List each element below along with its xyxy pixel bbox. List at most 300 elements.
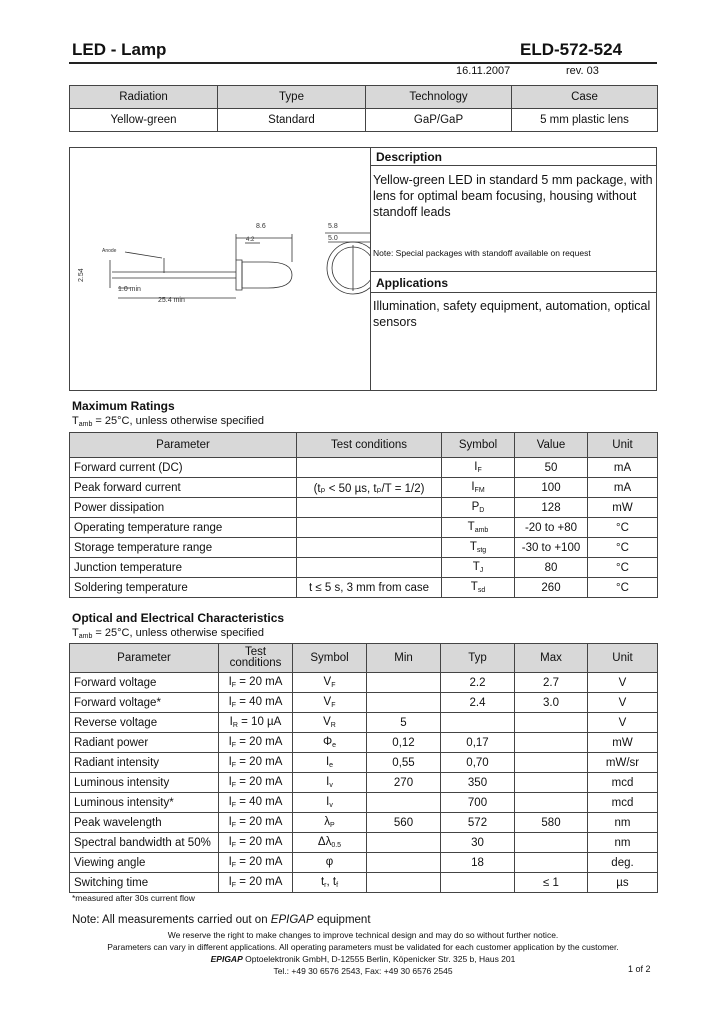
oe-symbol-text: t [320, 876, 325, 888]
oe-cond-sub: F [231, 762, 237, 769]
mr-param-text: Peak forward current [74, 481, 181, 494]
oe-header-parameter: Parameter [70, 644, 219, 673]
oe-cond-rest: = 20 mA [236, 816, 283, 828]
oe-min [367, 773, 441, 793]
dim-pitch-label: 2.54 [78, 268, 85, 282]
mr-param [70, 558, 297, 578]
oe-param [70, 833, 219, 853]
mr-sub-t: T [72, 415, 79, 427]
mr-value-text: 80 [544, 561, 558, 574]
mr-header-conditions: Test conditions [297, 433, 442, 458]
class-header-radiation: Radiation [70, 86, 218, 109]
oe-sub-rest: = 25°C, unless otherwise specified [92, 627, 264, 639]
optical-body [70, 673, 658, 893]
mr-symbol-text: T [470, 581, 478, 593]
mr-symbol-sub: D [479, 507, 485, 514]
note-brand: EPIGAP [270, 914, 314, 926]
oe-cond-text: I [228, 836, 232, 848]
optical-title: Optical and Electrical Characteristics [72, 611, 285, 625]
table-row [70, 813, 658, 833]
optical-table [69, 643, 658, 893]
table-row [70, 498, 658, 518]
oe-cond-text: I [228, 856, 232, 868]
oe-min [367, 813, 441, 833]
oe-symbol-text: φ [325, 856, 334, 868]
oe-cond-rest: = 20 mA [236, 856, 283, 868]
mr-value-text: -20 to +80 [524, 521, 578, 534]
header-rule [69, 62, 657, 64]
mr-symbol-sub: F [477, 467, 482, 474]
mr-cond [297, 458, 442, 478]
oe-max [515, 753, 588, 773]
oe-max-text: 3.0 [543, 696, 559, 709]
oe-unit [588, 673, 658, 693]
mr-symbol-text: I [471, 481, 475, 493]
oe-typ-text: 572 [467, 816, 488, 829]
oe-typ-text: 30 [471, 836, 484, 849]
oe-cond-sub: F [231, 862, 237, 869]
oe-cond-text: I [228, 756, 232, 768]
oe-min [367, 733, 441, 753]
measurement-note [72, 914, 371, 926]
oe-min [367, 833, 441, 853]
oe-max [515, 693, 588, 713]
oe-param [70, 813, 219, 833]
oe-cond-rest: = 20 mA [236, 676, 283, 688]
oe-typ-text: 350 [467, 776, 488, 789]
mr-unit [588, 478, 658, 498]
table-row [70, 733, 658, 753]
oe-param [70, 873, 219, 893]
mr-param [70, 478, 297, 498]
mr-symbol [442, 538, 515, 558]
oe-symbol-text: Δλ [317, 836, 332, 848]
oe-cond-text: I [228, 816, 232, 828]
mr-unit [588, 458, 658, 478]
oe-symbol-sub: r [324, 882, 327, 889]
oe-cond [219, 673, 293, 693]
oe-symbol-sub-2: f [336, 882, 339, 889]
mr-param [70, 498, 297, 518]
mr-unit [588, 498, 658, 518]
oe-param-text: Radiant power [74, 736, 149, 749]
mr-symbol [442, 558, 515, 578]
oe-symbol [293, 833, 367, 853]
oe-max-text: 2.7 [543, 676, 559, 689]
oe-typ-text: 700 [467, 796, 488, 809]
mr-cond [297, 478, 442, 498]
mr-param [70, 538, 297, 558]
oe-param [70, 853, 219, 873]
oe-sub-sub: amb [78, 633, 93, 640]
mr-symbol-text: I [474, 461, 478, 473]
oe-cond [219, 853, 293, 873]
oe-symbol-text: I [326, 776, 330, 788]
footer-address: Optoelektronik GmbH, D-12555 Berlin, Köpenicker Str. 325 b, Haus 201 [242, 954, 516, 964]
mr-sub-rest: = 25°C, unless otherwise specified [92, 415, 264, 427]
oe-typ-text: 0,17 [466, 736, 489, 749]
oe-unit-text: V [618, 716, 627, 729]
oe-max [515, 813, 588, 833]
oe-typ [441, 793, 515, 813]
footer-line-2: Parameters can vary in different applications. All operating parameters must be validated for each customer application by the customer. [107, 942, 619, 952]
table-row [70, 853, 658, 873]
oe-symbol [293, 733, 367, 753]
oe-max [515, 673, 588, 693]
oe-header-max: Max [515, 644, 588, 673]
oe-cond [219, 733, 293, 753]
oe-symbol-text: V [323, 676, 332, 688]
oe-cond [219, 753, 293, 773]
oe-cond-text: I [228, 876, 232, 888]
oe-param-text: Spectral bandwidth at 50% [74, 836, 211, 849]
oe-typ [441, 693, 515, 713]
oe-param-text: Luminous intensity* [74, 796, 174, 809]
oe-symbol-sub: v [329, 782, 333, 789]
description-box [69, 147, 657, 391]
dim-flange-label: 1.0 min [118, 286, 141, 293]
table-row [70, 693, 658, 713]
mr-value [515, 538, 588, 558]
oe-symbol [293, 693, 367, 713]
mr-symbol-sub: J [479, 567, 484, 574]
oe-symbol-text-2: , t [326, 876, 337, 888]
mr-symbol-text: T [467, 521, 475, 533]
oe-unit [588, 713, 658, 733]
mr-unit [588, 558, 658, 578]
applications-heading: Applications [371, 271, 656, 293]
table-row [70, 578, 658, 598]
oe-cond-sub: F [231, 702, 237, 709]
max-ratings-subtitle [72, 415, 264, 428]
mr-symbol-text: T [469, 541, 477, 553]
mr-unit-text: mA [613, 481, 632, 494]
note-post: equipment [313, 914, 371, 926]
oe-param [70, 793, 219, 813]
mr-symbol [442, 498, 515, 518]
oe-param-text: Peak wavelength [74, 816, 162, 829]
mr-unit-text: °C [616, 541, 629, 554]
oe-typ-text: 18 [471, 856, 484, 869]
mr-param-text: Junction temperature [74, 561, 183, 574]
oe-typ [441, 753, 515, 773]
oe-unit-text: V [618, 696, 627, 709]
oe-symbol-text: V [323, 696, 332, 708]
oe-symbol-sub: 0.5 [331, 842, 342, 849]
oe-symbol-sub: F [331, 702, 336, 709]
mr-cond [297, 498, 442, 518]
oe-symbol [293, 813, 367, 833]
oe-symbol-text: Φ [322, 736, 333, 748]
page-number: 1 of 2 [628, 964, 651, 974]
table-row [70, 753, 658, 773]
table-row [70, 793, 658, 813]
oe-param-text: Luminous intensity [74, 776, 170, 789]
table-row [70, 538, 658, 558]
oe-cond-sub: F [231, 682, 237, 689]
oe-cond-rest: = 20 mA [236, 836, 283, 848]
oe-min [367, 793, 441, 813]
document-revision: rev. 03 [566, 65, 599, 77]
oe-typ-text: 2.4 [469, 696, 486, 709]
oe-param [70, 773, 219, 793]
oe-unit [588, 753, 658, 773]
oe-sub-t: T [72, 627, 79, 639]
mr-sub-sub: amb [78, 421, 93, 428]
mr-value-text: 128 [541, 501, 561, 514]
part-number: ELD-572-524 [520, 40, 623, 59]
oe-symbol [293, 793, 367, 813]
oe-cond-rest: = 10 µA [237, 716, 282, 728]
oe-param-text: Forward voltage* [74, 696, 161, 709]
oe-max [515, 773, 588, 793]
oe-unit-text: deg. [611, 856, 634, 869]
table-row [70, 518, 658, 538]
mr-header-symbol: Symbol [442, 433, 515, 458]
mr-value [515, 478, 588, 498]
oe-header-symbol: Symbol [293, 644, 367, 673]
oe-header-typ: Typ [441, 644, 515, 673]
description-note: Note: Special packages with standoff available on request [373, 248, 591, 258]
oe-symbol-sub: e [332, 742, 337, 749]
oe-unit-text: nm [614, 836, 631, 849]
document-title: LED - Lamp [72, 40, 167, 59]
mr-unit-text: °C [616, 521, 629, 534]
oe-cond [219, 713, 293, 733]
oe-cond-sub: R [232, 722, 238, 729]
oe-typ [441, 833, 515, 853]
mr-cond-text: t ≤ 5 s, 3 mm from case [308, 581, 430, 594]
mr-value [515, 498, 588, 518]
mr-value-text: -30 to +100 [521, 541, 581, 554]
oe-min [367, 673, 441, 693]
package-drawing [70, 148, 371, 390]
oe-cond-sub: F [231, 882, 237, 889]
dim-width2-label: 5.0 [328, 235, 338, 242]
description-heading: Description [371, 148, 656, 166]
mr-header-unit: Unit [588, 433, 658, 458]
mr-param-text: Storage temperature range [74, 541, 213, 554]
oe-param [70, 753, 219, 773]
oe-cond [219, 813, 293, 833]
oe-max-text: ≤ 1 [543, 876, 559, 889]
mr-symbol-text: T [472, 561, 480, 573]
footnote: *measured after 30s current flow [72, 893, 195, 903]
oe-cond [219, 833, 293, 853]
mr-symbol-sub: FM [474, 487, 485, 494]
oe-unit [588, 773, 658, 793]
mr-symbol [442, 478, 515, 498]
oe-cond-text: I [228, 676, 232, 688]
table-row [70, 673, 658, 693]
class-value-radiation: Yellow-green [70, 109, 218, 132]
oe-cond-text: I [228, 736, 232, 748]
oe-param-text: Switching time [74, 876, 149, 889]
oe-param-text: Reverse voltage [74, 716, 158, 729]
mr-cond [297, 518, 442, 538]
class-value-case: 5 mm plastic lens [512, 109, 658, 132]
mr-value [515, 558, 588, 578]
oe-unit [588, 813, 658, 833]
max-ratings-title: Maximum Ratings [72, 399, 175, 413]
oe-cond-text: I [229, 716, 233, 728]
oe-unit [588, 873, 658, 893]
mr-unit-text: °C [616, 561, 629, 574]
oe-header-conditions: Test conditions [219, 644, 293, 673]
oe-cond-sub: F [231, 742, 237, 749]
class-header-type: Type [218, 86, 366, 109]
mr-value [515, 578, 588, 598]
applications-text: Illumination, safety equipment, automation, optical sensors [373, 299, 651, 329]
oe-cond-rest: = 20 mA [236, 776, 283, 788]
description-pane [371, 148, 656, 390]
table-row [70, 873, 658, 893]
oe-min-text: 5 [400, 716, 407, 729]
oe-typ-text: 0,70 [466, 756, 489, 769]
table-row [70, 558, 658, 578]
oe-max [515, 873, 588, 893]
oe-unit [588, 853, 658, 873]
footer-brand: EPIGAP [210, 954, 243, 964]
dim-length-label: 8.6 [256, 223, 266, 230]
oe-cond-sub: F [231, 782, 237, 789]
mr-symbol [442, 458, 515, 478]
oe-min [367, 713, 441, 733]
mr-param-text: Power dissipation [74, 501, 165, 514]
oe-min-text: 560 [393, 816, 414, 829]
oe-max-text: 580 [541, 816, 561, 829]
oe-symbol-text: V [323, 716, 331, 728]
class-header-case: Case [512, 86, 658, 109]
oe-max [515, 713, 588, 733]
oe-cond-text: I [228, 696, 232, 708]
mr-unit [588, 518, 658, 538]
mr-cond [297, 538, 442, 558]
oe-cond-rest: = 20 mA [236, 756, 283, 768]
class-value-type: Standard [218, 109, 366, 132]
oe-cond [219, 693, 293, 713]
max-ratings-table [69, 432, 658, 598]
oe-typ [441, 873, 515, 893]
oe-param [70, 673, 219, 693]
table-row [70, 773, 658, 793]
mr-param-text: Soldering temperature [74, 581, 188, 594]
oe-min [367, 873, 441, 893]
oe-symbol [293, 873, 367, 893]
anode-label: Anode [102, 248, 117, 254]
mr-symbol-sub: stg [476, 547, 487, 554]
oe-unit [588, 793, 658, 813]
oe-unit-text: V [618, 676, 627, 689]
table-row [70, 458, 658, 478]
dim-lead-label: 25.4 min [158, 297, 185, 304]
oe-symbol-text: I [325, 756, 330, 768]
oe-symbol [293, 773, 367, 793]
oe-min-text: 0,55 [392, 756, 415, 769]
oe-min-text: 270 [393, 776, 414, 789]
oe-header-unit: Unit [588, 644, 658, 673]
oe-typ [441, 673, 515, 693]
oe-param [70, 733, 219, 753]
mr-cond [297, 578, 442, 598]
oe-unit-text: mcd [611, 776, 634, 789]
oe-min [367, 753, 441, 773]
table-row [70, 833, 658, 853]
oe-typ [441, 813, 515, 833]
mr-header-value: Value [515, 433, 588, 458]
dim-small-label: 4.2 [246, 237, 255, 243]
oe-symbol-sub: F [331, 682, 336, 689]
oe-min [367, 853, 441, 873]
table-row [70, 478, 658, 498]
mr-value-text: 50 [544, 461, 558, 474]
footer-line-1: We reserve the right to make changes to improve technical design and may do so without further notice. [167, 930, 559, 940]
oe-symbol-sub: P [330, 822, 335, 829]
oe-cond [219, 793, 293, 813]
oe-param-text: Forward voltage [74, 676, 157, 689]
oe-unit-text: µs [616, 876, 629, 889]
oe-cond-text: I [228, 776, 232, 788]
mr-value [515, 458, 588, 478]
mr-symbol [442, 518, 515, 538]
class-header-technology: Technology [366, 86, 512, 109]
oe-typ [441, 853, 515, 873]
oe-max [515, 853, 588, 873]
classification-table [69, 85, 658, 132]
oe-cond-rest: = 40 mA [236, 796, 283, 808]
mr-symbol-sub: amb [474, 527, 489, 534]
oe-unit [588, 693, 658, 713]
mr-value [515, 518, 588, 538]
oe-typ [441, 713, 515, 733]
oe-max [515, 793, 588, 813]
class-value-technology: GaP/GaP [366, 109, 512, 132]
mr-symbol [442, 578, 515, 598]
oe-max [515, 733, 588, 753]
oe-cond-sub: F [231, 822, 237, 829]
oe-typ [441, 733, 515, 753]
oe-symbol-text: λ [324, 816, 331, 828]
mr-param-text: Forward current (DC) [74, 461, 183, 474]
oe-unit-text: mW/sr [605, 756, 640, 769]
mr-symbol-text: P [471, 501, 480, 513]
mr-unit-text: °C [616, 581, 629, 594]
oe-unit-text: mcd [611, 796, 634, 809]
oe-param [70, 713, 219, 733]
oe-cond-text: I [228, 796, 232, 808]
oe-symbol-sub: v [329, 802, 333, 809]
oe-cond-sub: F [231, 842, 237, 849]
mr-param [70, 578, 297, 598]
mr-header-parameter: Parameter [70, 433, 297, 458]
oe-cond [219, 773, 293, 793]
mr-unit [588, 578, 658, 598]
oe-typ [441, 773, 515, 793]
note-pre: Note: All measurements carried out on [72, 914, 271, 926]
oe-header-min: Min [367, 644, 441, 673]
max-ratings-body [70, 458, 658, 598]
oe-cond-sub: F [231, 802, 237, 809]
oe-symbol [293, 753, 367, 773]
footer-line-4: Tel.: +49 30 6576 2543, Fax: +49 30 6576 2545 [273, 966, 453, 976]
document-date: 16.11.2007 [456, 65, 511, 77]
oe-cond-rest: = 40 mA [236, 696, 283, 708]
mr-param-text: Operating temperature range [74, 521, 223, 534]
mr-cond [297, 558, 442, 578]
oe-symbol-text: I [326, 796, 330, 808]
mr-unit-text: mA [613, 461, 632, 474]
oe-cond-rest: = 20 mA [236, 876, 283, 888]
